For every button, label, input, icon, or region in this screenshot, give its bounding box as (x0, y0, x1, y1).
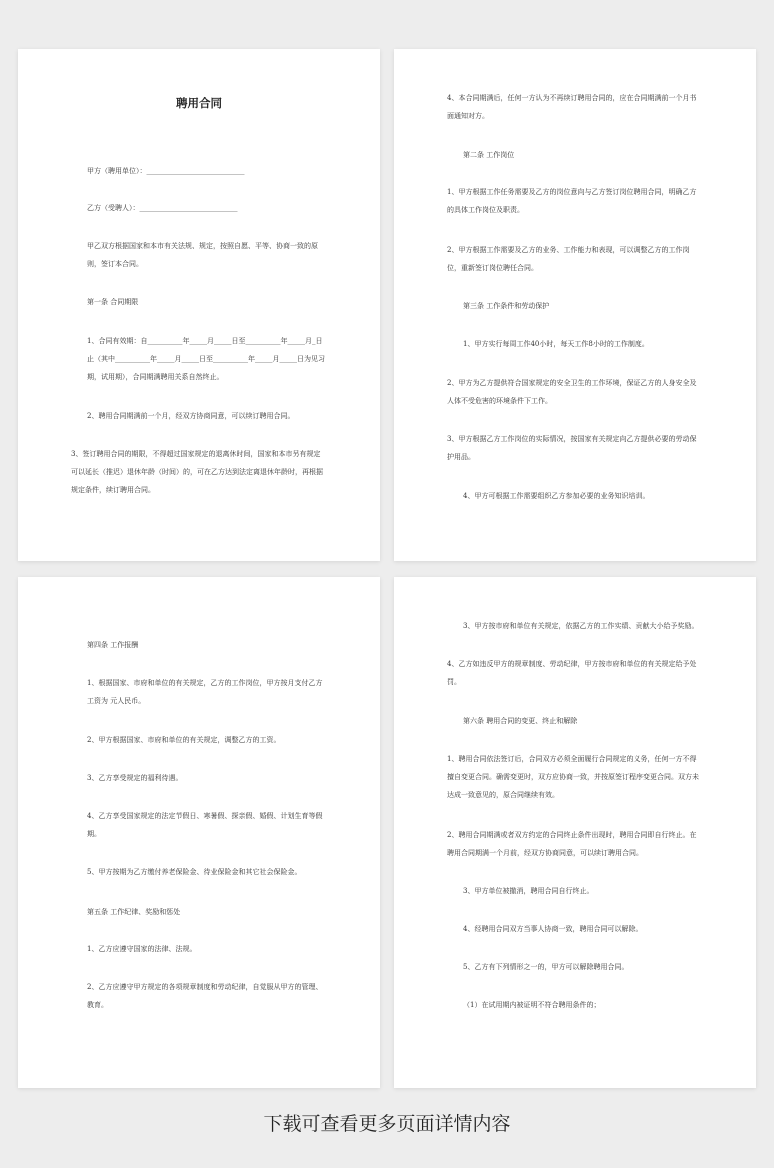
article-1-para-3: 3、签订聘用合同的期限，不得超过国家规定的退离休时间，国家和本市另有规定可以延长（推迟）退休年龄（时间）的，可在乙方达到法定离退休年龄时，再根据规定条件，续订聘用合同。 (71, 450, 323, 494)
document-page-4 (394, 577, 756, 1088)
article-5-para-3: 3、甲方按市府和单位有关规定，依据乙方的工作实绩、贡献大小给予奖励。 (463, 622, 699, 630)
article-3-para-2: 2、甲方为乙方提供符合国家规定的安全卫生的工作环境，保证乙方的人身安全及人体不受危害的环境条件下工作。 (447, 379, 697, 405)
article-1-para-1: 1、合同有效期：自__________年_____月_____日至__________年_____月_日止（其中__________年_____月_____日至__________年_____月_____日为见习期，试用期），合同期满聘用关系自然终止。 (87, 337, 325, 381)
article-3-heading: 第三条 工作条件和劳动保护 (463, 302, 550, 310)
article-5-heading: 第五条 工作纪律、奖励和惩处 (87, 908, 181, 916)
article-6-para-1: 1、聘用合同依法签订后，合同双方必须全面履行合同规定的义务，任何一方不得擅自变更合同。确需变更时，双方应协商一致，并按原签订程序变更合同。双方未达成一致意见的，原合同继续有效。 (447, 755, 699, 799)
article-1-para-4: 4、本合同期满后，任何一方认为不再续订聘用合同的，应在合同期满前一个月书面通知对方。 (447, 94, 697, 120)
article-6-para-3: 3、甲方单位被撤消，聘用合同自行终止。 (463, 887, 594, 895)
article-5-para-1: 1、乙方应遵守国家的法律、法规。 (87, 945, 197, 953)
article-2-heading: 第二条 工作岗位 (463, 151, 515, 159)
download-more-caption: 下载可查看更多页面详情内容 (263, 1113, 511, 1135)
article-1-heading: 第一条 合同期限 (87, 298, 139, 306)
article-2-para-1: 1、甲方根据工作任务需要及乙方的岗位意向与乙方签订岗位聘用合同，明确乙方的具体工作岗位及职责。 (447, 188, 697, 214)
article-6-para-4: 4、经聘用合同双方当事人协商一致，聘用合同可以解除。 (463, 925, 643, 933)
article-3-para-3: 3、甲方根据乙方工作岗位的实际情况，按国家有关规定向乙方提供必要的劳动保护用品。 (447, 435, 697, 461)
party-b-line: 乙方（受聘人）：____________________________ (87, 204, 238, 212)
article-2-para-2: 2、甲方根据工作需要及乙方的业务、工作能力和表现，可以调整乙方的工作岗位，重新签订岗位聘任合同。 (447, 246, 690, 272)
article-4-heading: 第四条 工作报酬 (87, 641, 139, 649)
article-6-para-5: 5、乙方有下列情形之一的，甲方可以解除聘用合同。 (463, 963, 629, 971)
article-4-para-1: 1、根据国家、市府和单位的有关规定，乙方的工作岗位，甲方按月支付乙方工资为 元人民币。 (87, 679, 323, 705)
document-page-3 (18, 577, 380, 1088)
party-a-line: 甲方（聘用单位）：____________________________ (87, 167, 245, 175)
article-3-para-4: 4、甲方可根据工作需要组织乙方参加必要的业务知识培训。 (463, 492, 650, 500)
article-3-para-1: 1、甲方实行每周工作40小时，每天工作8小时的工作制度。 (463, 340, 649, 348)
article-4-para-4: 4、乙方享受国家规定的法定节假日、寒暑假、探亲假、婚假、计划生育等假期。 (87, 812, 323, 838)
contract-title: 聘用合同 (176, 96, 222, 110)
article-5-para-4: 4、乙方如违反甲方的规章制度、劳动纪律，甲方按市府和单位的有关规定给予处罚。 (447, 660, 697, 686)
intro-paragraph: 甲乙双方根据国家和本市有关法规、规定，按照自愿、平等、协商一致的原则，签订本合同。 (87, 242, 318, 268)
document-page-1 (18, 49, 380, 561)
article-6-para-2: 2、聘用合同期满或者双方约定的合同终止条件出现时，聘用合同即自行终止。在聘用合同期满一个月前，经双方协商同意，可以续订聘用合同。 (447, 831, 697, 857)
article-1-para-2: 2、聘用合同期满前一个月，经双方协商同意，可以续订聘用合同。 (87, 412, 295, 420)
article-4-para-3: 3、乙方享受规定的福利待遇。 (87, 774, 183, 782)
article-5-para-2: 2、乙方应遵守甲方规定的各项规章制度和劳动纪律，自觉服从甲方的管理、教育。 (87, 983, 323, 1009)
article-4-para-2: 2、甲方根据国家、市府和单位的有关规定，调整乙方的工资。 (87, 736, 281, 744)
article-6-heading: 第六条 聘用合同的变更、终止和解除 (463, 717, 578, 725)
article-4-para-5: 5、甲方按期为乙方缴付养老保险金、待业保险金和其它社会保险金。 (87, 868, 302, 876)
article-6-para-5-item-1: （1）在试用期内被证明不符合聘用条件的； (463, 1001, 601, 1009)
document-page-2 (394, 49, 756, 561)
